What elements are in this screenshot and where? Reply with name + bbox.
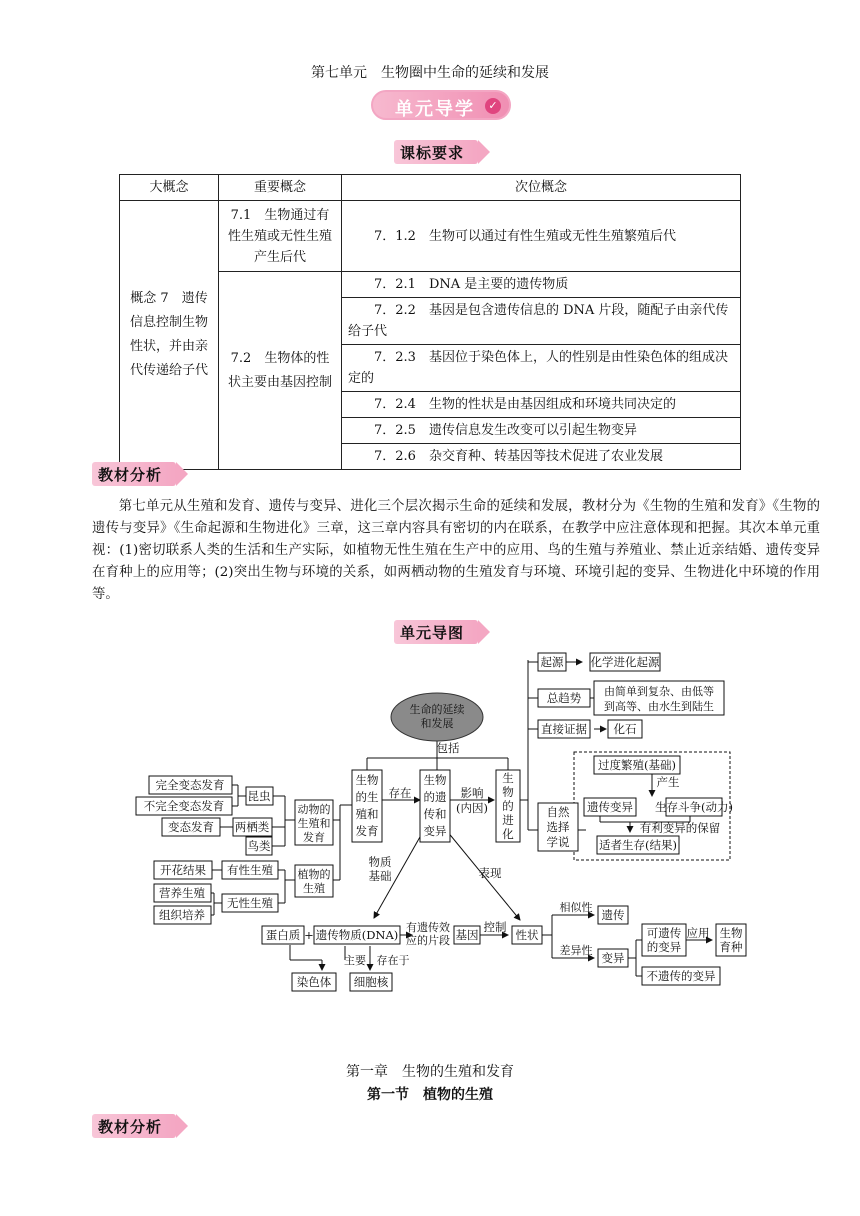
chapter-title: 第一章 生物的生殖和发育 [346, 1064, 514, 1080]
metamorphosis-label: 变态发育 [168, 820, 214, 834]
table-header-row [120, 175, 741, 201]
segment-label: 有遗传效 [406, 921, 450, 934]
apply-label: 应用 [686, 926, 710, 940]
center-label: 和发展 [420, 717, 454, 730]
heredity-line: 传和 [423, 807, 447, 821]
repro-line: 的生 [355, 790, 379, 804]
plant-line: 生殖 [303, 882, 325, 895]
evolution-line: 化 [502, 827, 514, 841]
analysis-tag-label: 教材分析 [98, 1118, 163, 1136]
analysis-paragraph: 第七单元从生殖和发育、遗传与变异、进化三个层次揭示生命的延续和发展，教材分为《生物的生殖和发育》《生物的遗传与变异》《生命起源和生物进化》三章，这三章内容具有密切的内在联系，在教学中应注意体现和把握。其次本单元重视：(1)密切联系人类的生活和生产实际，如植物无性生殖在生产中的应用、鸟的生殖与养殖业、禁止近亲结婚、遗传变异在育种上的应用等；(2)突出生物与环境的关系，如两栖动物的生殖发育与环境、环境引起的变异、生物进化中环境的作用等。 [92, 499, 820, 602]
include-label: 包括 [436, 741, 460, 755]
control-label: 控制 [483, 920, 507, 934]
repro-line: 生物 [355, 773, 379, 787]
sub-concept-cell: 7．2.3 基因位于染色体上，人的性别是由性染色体的组成决定的 [342, 345, 741, 392]
check-icon: ✓ [485, 98, 501, 114]
evolution-line: 物 [502, 785, 514, 799]
direct-evidence-label: 直接证据 [541, 722, 587, 736]
repro-line: 殖和 [355, 807, 379, 821]
trend-label: 总趋势 [546, 691, 582, 705]
analysis-tag-label: 教材分析 [98, 466, 163, 484]
nucleus-label: 细胞核 [353, 975, 389, 989]
analysis-tag [92, 462, 176, 486]
sub-concept-cell: 7．2.1 DNA 是主要的遗传物质 [342, 272, 741, 298]
struggle-label: 生存斗争(动力) [655, 800, 733, 814]
animal-line: 发育 [303, 831, 325, 844]
fossil-label: 化石 [613, 722, 637, 736]
asexual-label: 无性生殖 [227, 896, 273, 910]
breed-label: 生物 [719, 926, 743, 940]
breed-label: 育种 [719, 940, 743, 954]
flower-fruit-label: 开花结果 [160, 863, 206, 877]
natural-selection-text [547, 805, 570, 849]
center-label: 生命的延续 [409, 703, 465, 716]
concept-cell: 7.1 生物通过有性生殖或无性生殖产生后代 [219, 201, 342, 272]
substance-label: 物质 [368, 855, 392, 869]
evolution-line: 的 [502, 799, 514, 813]
sub-concept-cell: 7．2.2 基因是包含遗传信息的 DNA 片段，随配子由亲代传给子代 [342, 298, 741, 345]
natsel-line: 学说 [546, 835, 570, 849]
sub-concept-cell: 7．2.6 杂交育种、转基因等技术促进了农业发展 [342, 444, 741, 470]
variation-label: 变异 [601, 951, 625, 965]
sub-concept-cell: 7．2.5 遗传信息发生改变可以引起生物变异 [342, 418, 741, 444]
overproduction-label: 过度繁殖(基础) [598, 758, 676, 772]
animal-line: 动物的 [297, 803, 331, 816]
plant-line: 植物的 [297, 868, 331, 881]
map-tag-label: 单元导图 [400, 624, 465, 642]
heredity-line: 变异 [423, 824, 447, 838]
exist-in-label: 存在于 [376, 954, 410, 967]
curriculum-tag [394, 140, 478, 164]
inherit-label: 遗传 [601, 908, 625, 922]
chromosome-label: 染色体 [296, 975, 332, 989]
heritable-var-label: 遗传变异 [587, 800, 633, 814]
segment-label: 应的片段 [406, 934, 450, 947]
arrow-icon [176, 462, 188, 486]
express-label: 表现 [478, 866, 502, 880]
trend-desc: 到高等、由水生到陆生 [604, 700, 714, 713]
complete-meta-label: 完全变态发育 [155, 778, 225, 792]
repro-line: 发育 [355, 824, 379, 838]
favorable-label: 有利变异的保留 [639, 821, 721, 835]
animal-line: 生殖和 [297, 817, 331, 830]
curriculum-tag-label: 课标要求 [400, 144, 465, 162]
table-header: 次位概念 [342, 175, 741, 201]
gene-label: 基因 [455, 928, 479, 942]
trend-desc: 由简单到复杂、由低等 [604, 685, 714, 698]
evolution-line: 生 [502, 771, 514, 785]
dna-label: 遗传物质(DNA) [315, 928, 399, 942]
insects-label: 昆虫 [247, 789, 271, 803]
produce-label: 产生 [656, 775, 680, 789]
nonheritable-label: 不遗传的变异 [646, 969, 716, 983]
sexual-label: 有性生殖 [227, 863, 273, 877]
big-concept-cell: 概念 7 遗传信息控制生物性状，并由亲代传递给子代 [120, 201, 219, 470]
arrow-icon [478, 140, 490, 164]
incomplete-meta-label: 不完全变态发育 [143, 799, 225, 813]
plus-label: + [304, 928, 314, 942]
sub-concept-cell: 7．2.4 生物的性状是由基因组成和环境共同决定的 [342, 392, 741, 418]
concept-cell: 7.2 生物体的性状主要由基因控制 [219, 272, 342, 470]
heritable-label: 可遗传 [646, 926, 682, 940]
natsel-line: 选择 [546, 820, 570, 834]
amphibians-label: 两栖类 [234, 820, 270, 834]
unit-concept-map [0, 640, 860, 1000]
table-header: 大概念 [120, 175, 219, 201]
vegetative-label: 营养生殖 [159, 886, 205, 900]
curriculum-table [119, 174, 741, 470]
trait-label: 性状 [515, 928, 539, 942]
basis-label: 基础 [368, 869, 392, 883]
birds-label: 鸟类 [247, 839, 271, 853]
unit-guide-banner [371, 90, 511, 120]
survival-label: 适者生存(结果) [599, 838, 677, 852]
exist-label: 存在 [388, 786, 412, 800]
main-label: 主要 [344, 954, 366, 967]
chem-evolution-label: 化学进化起源 [590, 655, 660, 669]
unit-guide-label: 单元导学 [395, 99, 475, 120]
section-title: 第一节 植物的生殖 [367, 1087, 493, 1103]
similarity-label: 相似性 [559, 901, 593, 914]
unit-title: 第七单元 生物圈中生命的延续和发展 [311, 65, 549, 81]
table-header: 重要概念 [219, 175, 342, 201]
evolution-text [502, 771, 514, 841]
heredity-line: 生物 [423, 773, 447, 787]
arrow-icon [176, 1114, 188, 1138]
heredity-line: 的遗 [423, 790, 447, 804]
protein-label: 蛋白质 [265, 928, 301, 942]
evolution-line: 进 [502, 813, 514, 827]
heritable-label: 的变异 [646, 940, 682, 954]
internal-label: (内因) [456, 801, 488, 815]
difference-label: 差异性 [559, 944, 593, 957]
influence-label: 影响 [460, 786, 484, 800]
natsel-line: 自然 [546, 805, 570, 819]
tissue-culture-label: 组织培养 [159, 908, 205, 922]
sub-concept-cell: 7．1.2 生物可以通过有性生殖或无性生殖繁殖后代 [342, 201, 741, 272]
origin-label: 起源 [540, 655, 564, 669]
analysis-tag-2 [92, 1114, 176, 1138]
table-row [120, 201, 741, 272]
